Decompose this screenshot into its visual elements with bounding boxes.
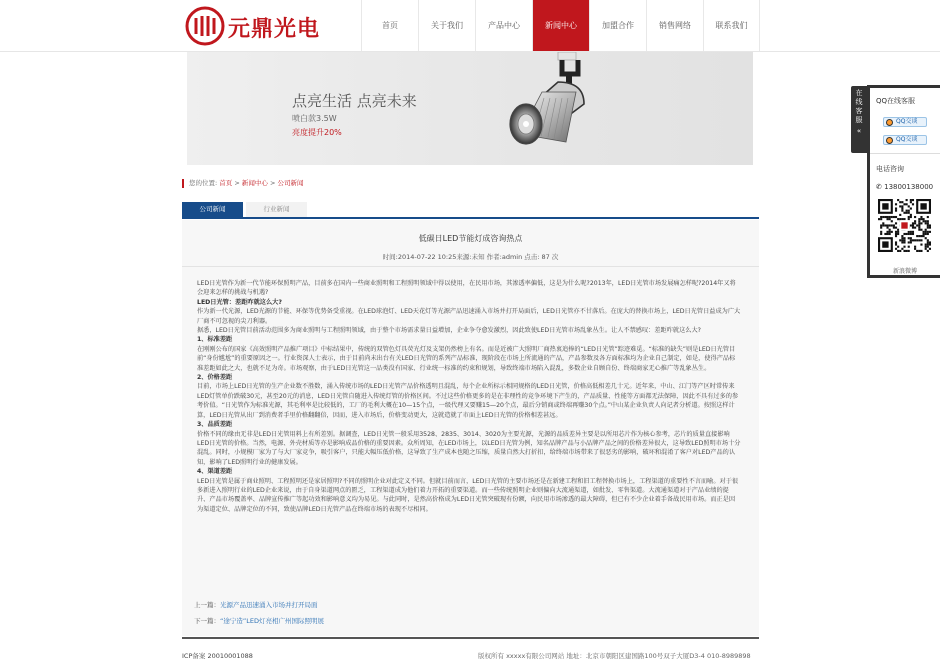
service-tab-char: 在 [855,89,863,97]
service-toggle-tab[interactable] [851,86,867,153]
article-divider [182,266,759,267]
article-heading: 4、渠道差距 [197,468,233,476]
breadcrumb-prefix: 您的位置: [189,179,218,187]
site-logo[interactable] [185,6,340,46]
nav-franchise[interactable]: 加盟合作 [589,0,646,51]
article-paragraph: 价格不同的缘由无非是LED日光管用料上有所差别。据调查，LED日光管一般采用3528、2835、3014、3020为主要光源，光源的品质差异主要是以所用芯片作为核心参考，芯片的质量直接影响LED日光管的价格。当然，电源、外壳材质等亦是影响成品价格的重要因素。众所周知，在LED市场上，以LED日光管为例，知名品牌产品与小品牌产品之间的价格差异很大，这导致LED照明市场十分混乱。同时，小规模厂家为了与大厂家竞争，吸引客户，只能大幅压低价格，这导致了生产成本也随之压缩，质量自然大打折扣，给终端市场带来了很恶劣的影响，破坏和混淆了客户对LED产品的认知，影响了LED照明行业的健康发展。 [197,430,741,466]
breadcrumb-home[interactable]: 首页 [219,179,233,187]
article-paragraph: LED日光管是属于商业照明、工程照明还是家居照明?不同的照明企业对此定义不同。但就目前而言，LED日光管的主要市场还是在新建工程和旧工程替换市场上，工程渠道的重要性不言而喻。对于很多新进入照明行业的LED企业来说，由于自身渠道网点的匮乏，工程渠道成为他们着力开拓的重要渠道。而一些传统照明企业则偏向大流通渠道，如批发、零售渠道。大流通渠道对于产品业绩的提升、产品市场覆盖率、品牌宣传推广等起功效和影响意义均为易见。与此同时，是然高价格成为LED日光管突破现有份额，向民用市场渗透的最大障碍，但已有不少企业着手备战民用市场。而正是因为渠道定位、品牌定位的不同，致使品牌LED日光管产品在终端市场的表现不尽相同。 [197,477,739,513]
nav-products[interactable]: 产品中心 [475,0,532,51]
article-paragraph: 据悉，LED日光管目前活动范围多为商业照明与工程照明领域，由于整个市场需求量日益增加，企业争夺愈发激烈，因此致使LED日光管市场乱象丛生。让人不禁感叹：差距咋就这么大? [197,327,701,335]
qq-chat-button[interactable] [883,117,927,127]
service-tab-char: 线 [855,98,863,106]
article-panel [182,220,759,636]
next-article [194,616,324,625]
nav-news[interactable]: 新闻中心 [532,0,589,51]
breadcrumb-company-news[interactable]: 公司新闻 [277,179,304,187]
main-nav [361,0,760,51]
spotlight-image [492,52,602,165]
qq-penguin-icon [886,137,893,144]
breadcrumb-sep: > [267,179,278,187]
footer-divider [182,637,759,639]
phone-consult-title: 电话咨询 [876,165,904,173]
article-paragraph: 目前，市场上LED日光管的生产企业数不胜数，涌入传统市场的LED日光管产品价格透明且混乱，每个企业所标示相同规格的LED日光管，价格高低相差几十元。近年来，中山、江门等产区时常传来LED灯管单价跌破30元，甚至20元的消息，LED日光管自随进入传统灯管的价格区间。不过这些价格更多的是在非理性的竞争环境下产生的，产品质量、性能等方面都无法保障，因此不具有过多的参考价值。“日光管作为标准光源，其毛利率是比较低的，工厂的毛利大概在10—15个点，一级代理又要赚15—20个点，最后分销商或终端再赚30个点。”中山某企业负责人向记者分析道。按照这样计算，LED日光管从出厂到消费者手里价格翻翻倍，因而，进入市场后，价格变动更大，这就造就了市面上LED日光管的价格相差甚远。 [197,383,739,419]
phone-number-text: 13800138000 [884,183,934,191]
news-tabs [182,202,759,219]
qr-code-image[interactable] [878,199,931,252]
qq-chat-label: QQ交谈 [896,118,918,125]
article-heading: 3、品质差距 [197,421,233,429]
logo-text: 元鼎光电 [228,17,321,42]
weibo-link[interactable]: 新浪微博 [892,268,917,275]
service-tab-char: 服 [855,116,863,124]
qq-chat-button[interactable] [883,135,927,145]
article-paragraph: LED日光管作为新一代节能环保照明产品，目前多在国内一些商业照明和工程照明领域中得以使用，在民用市场，其渗透率偏低，这是为什么呢?2013年，LED日光管市场发展痛怎样呢?2014年又将会迎来怎样的挑战与机遇? [197,280,736,297]
breadcrumb-news[interactable]: 新闻中心 [241,179,268,187]
service-divider [870,153,940,154]
breadcrumb-sep: > [232,179,242,187]
article-paragraph: 作为新一代光源，LED光源的节能、环保等优势备受重视。在LED球泡灯、LED天花灯等光源产品迅速涌入市场并打开局面后，LED日光管亦不甘落后。在庞大的替换市场上，LED日光管日益成为广大厂商不可忽视的尖刀利器。 [197,308,741,325]
footer-icp: ICP备案 20010001088 [182,652,253,660]
article-title: 低碳日LED节能灯成咨询热点 [418,234,523,243]
next-article-link[interactable]: “途宁造”LED灯亮相广州国际照明展 [220,617,324,625]
nav-home[interactable]: 首页 [361,0,418,51]
article-paragraph: 在刚刚公布的国家《高效照明产品推广项目》中标结果中，传统的双管色灯具荧光灯及支架仍然榜上有名。而是近被广大照明厂商热衷追捧的“LED日光管”踪迹难觅。“标准的缺失”则是LED日光管目前“身份尴尬”的重要原因之一。行业资深人士表示，由于目前尚未出台有关LED日光管的系列产品标准，现阶段在市场上所流通的产品，产品参数及各方面标准均为企业自己制定，如是，使得产品标准差距如此之大，也就不足为奇。市场观察，由于LED日光管这一品类没有国家、行业统一标准的约束和规划，导致终端市场陷入混乱，多数企业自顾自份、终端商家无心推广等乱象丛生。 [197,345,736,372]
next-label: 下一篇： [194,617,220,625]
article-heading: 2、价格差距 [197,374,233,382]
prev-article-link[interactable]: 光源产品迅速涌入市场并打开局面 [220,601,318,609]
prev-label: 上一篇： [194,601,220,609]
footer-copyright: 版权所有 xxxxx有限公司网站 地址：北京市朝阳区建国路100号双子大厦D3-4 010-8989898 [478,652,751,660]
phone-number [876,183,933,191]
phone-icon: ✆ [876,183,882,191]
article-meta: 时间:2014-07-22 10:25来源:未知 作者:admin 点击: 87 次 [382,253,559,261]
prev-article [194,600,318,609]
service-tab-char: 客 [855,107,863,115]
collapse-chevron-icon: « [856,127,862,135]
breadcrumb-marker [182,179,184,188]
logo-mark-icon [185,6,225,46]
hero-banner [187,52,753,165]
article-heading: 1、标准差距 [197,336,233,344]
nav-about[interactable]: 关于我们 [418,0,475,51]
site-header [0,0,940,52]
nav-contact[interactable]: 联系我们 [703,0,760,51]
nav-sales-network[interactable]: 销售网络 [646,0,703,51]
service-tab-label [851,89,867,125]
banner-subtitle: 喷白款3.5W [292,114,337,123]
article-heading: LED日光管：差距咋就这么大? [197,298,282,306]
tab-industry-news[interactable]: 行业新闻 [246,202,307,217]
online-service-panel [867,85,940,278]
tab-company-news[interactable]: 公司新闻 [182,202,243,217]
breadcrumb [182,178,303,190]
qq-penguin-icon [886,119,893,126]
article-body [197,279,741,514]
qq-chat-label: QQ交谈 [896,136,918,143]
qq-service-title: QQ在线客服 [876,97,916,105]
banner-title: 点亮生活 点亮未来 [292,92,417,110]
banner-highlight: 亮度提升20% [292,128,342,137]
